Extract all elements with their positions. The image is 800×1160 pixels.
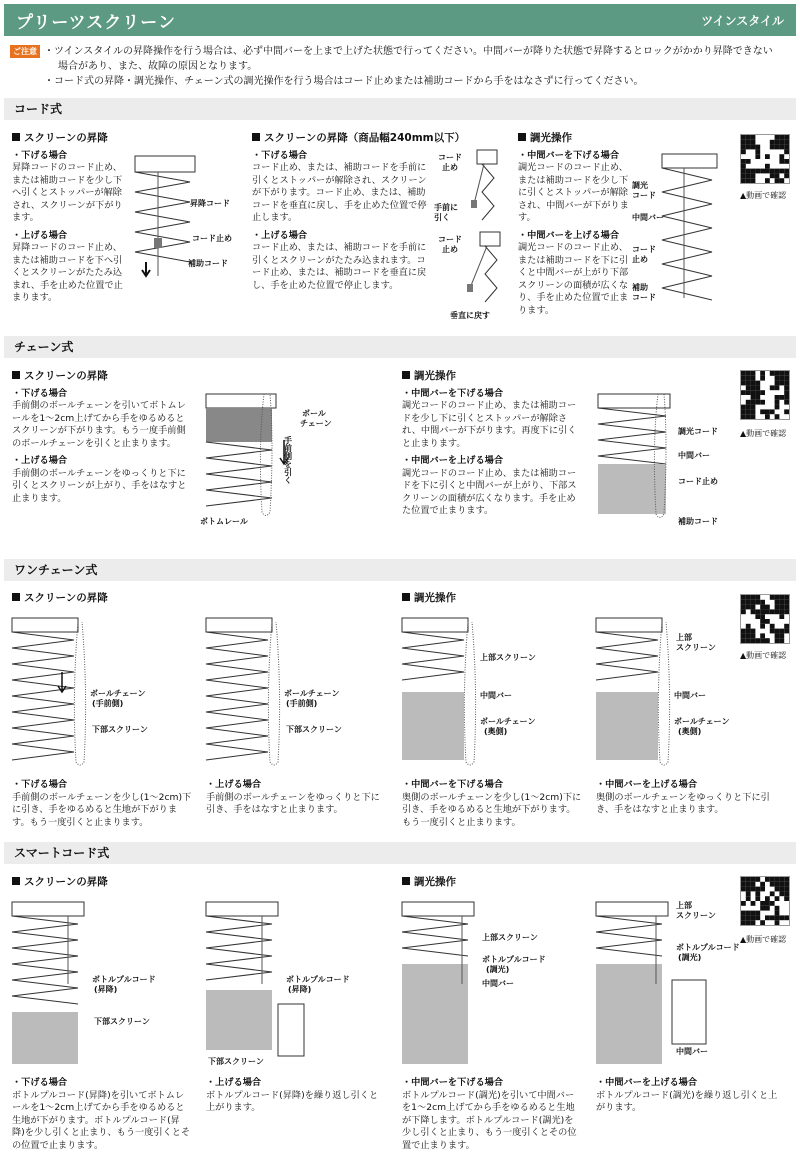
chain-lift-heading: スクリーンの昇降	[24, 370, 108, 382]
cord-lift-up-text: 昇降コードのコード止め、または補助コードを下へ引くとスクリーンがたたみ込まれ、手を止めた位置で止まります。	[12, 242, 123, 303]
svg-text:ボールチェーン: ボールチェーン	[674, 717, 730, 726]
qr-caption-smart: ▲動画で確認	[740, 935, 787, 944]
svg-text:(奥側): (奥側)	[484, 727, 508, 736]
chain-dim-illustration	[598, 384, 728, 534]
onechain-dim-heading: 調光操作	[414, 592, 456, 604]
page-subtitle: ツインスタイル	[701, 13, 784, 28]
onechain-illus-3	[402, 612, 582, 772]
smart-lift-heading: スクリーンの昇降	[24, 876, 108, 888]
label-lift-cord: 昇降コード	[190, 199, 230, 208]
svg-text:コード: コード	[632, 191, 656, 200]
caution-line-1: ・ツインスタイルの昇降操作を行う場合は、必ず中間バーを上まで上げた状態で行ってください。中間バーが降りた状態で昇降するとロックがかかり昇降できない	[44, 46, 773, 57]
cord-dim-illustration	[632, 148, 727, 318]
cord-lift-down-text: 昇降コードのコード止め、または補助コードを少し下へ引くとストッパーが解除され、スクリーンが下がります。	[12, 162, 123, 223]
svg-text:手前側を引く: 手前側を引く	[283, 436, 293, 484]
chain-dim-heading: 調光操作	[414, 370, 456, 382]
page-title: プリーツスクリーン	[16, 12, 176, 33]
cord-narrow-down-title: ・下げる場合	[252, 149, 308, 161]
caution-notes	[10, 44, 796, 89]
svg-text:スクリーン: スクリーン	[676, 643, 716, 652]
onechain-illus-1	[12, 612, 192, 772]
svg-text:上部: 上部	[676, 633, 692, 642]
svg-text:(奥側): (奥側)	[678, 727, 702, 736]
svg-text:中間バー: 中間バー	[676, 1047, 708, 1056]
svg-text:チェーン: チェーン	[300, 419, 332, 428]
chain-lift-illustration	[196, 384, 336, 534]
svg-text:引く: 引く	[434, 213, 450, 222]
svg-text:下部スクリーン: 下部スクリーン	[286, 725, 342, 734]
svg-text:調光: 調光	[632, 181, 648, 190]
svg-text:(調光): (調光)	[678, 953, 702, 962]
caution-line-2: 場合があり、また、故障の原因となります。	[58, 61, 258, 72]
qr-caption-cord: ▲動画で確認	[740, 191, 787, 200]
section-onechain: ワンチェーン式	[4, 559, 796, 581]
cord-narrow-heading: スクリーンの昇降（商品幅240mm以下）	[264, 132, 466, 144]
svg-text:ボトルプルコード: ボトルプルコード	[286, 975, 350, 984]
qr-caption-onechain: ▲動画で確認	[740, 651, 787, 660]
svg-text:上部スクリーン: 上部スクリーン	[480, 653, 536, 662]
smart-illus-1	[12, 894, 192, 1070]
svg-text:止め: 止め	[442, 163, 458, 172]
cord-lift-heading: スクリーンの昇降	[24, 132, 108, 144]
cord-dim-down-title: ・中間バーを下げる場合	[518, 149, 620, 161]
svg-text:調光コード: 調光コード	[678, 427, 718, 436]
section-chain: チェーン式	[4, 336, 796, 358]
svg-text:ボトルプルコード: ボトルプルコード	[676, 943, 740, 952]
smart-dim-heading: 調光操作	[414, 876, 456, 888]
svg-text:ボールチェーン: ボールチェーン	[284, 689, 340, 698]
svg-text:(調光): (調光)	[486, 965, 510, 974]
svg-text:スクリーン: スクリーン	[676, 911, 716, 920]
cord-dim-up-title: ・中間バーを上げる場合	[518, 229, 620, 241]
cord-narrow-illustration	[432, 148, 512, 323]
svg-text:中間バー: 中間バー	[480, 691, 512, 700]
svg-text:(手前側): (手前側)	[92, 699, 124, 708]
cord-col-lift-narrow	[252, 132, 466, 292]
svg-text:中間バー: 中間バー	[632, 213, 664, 222]
cord-dim-up-text: 調光コードのコード止め、または補助コードを下に引くと中間バーが上がり下部スクリーンの面積が広くなり、手を止めた位置で止まります。	[518, 242, 629, 316]
svg-text:下部スクリーン: 下部スクリーン	[94, 1017, 150, 1026]
svg-text:中間バー: 中間バー	[674, 691, 706, 700]
caution-badge: ご注意	[10, 45, 40, 58]
svg-text:ボール: ボール	[302, 409, 326, 418]
svg-text:コード: コード	[632, 245, 656, 254]
cord-dim-down-text: 調光コードのコード止め、または補助コードを少し下に引くとストッパーが解除され、中間バーが下がります。	[518, 162, 629, 223]
svg-text:コード: コード	[438, 235, 462, 244]
cord-lift-illustration	[130, 148, 250, 308]
svg-text:補助コード: 補助コード	[678, 517, 718, 526]
svg-text:コード止め: コード止め	[678, 477, 718, 486]
cord-narrow-up-text: コード止め、または、補助コードを手前に引くとスクリーンがたたみ込まれます。コード止め、または、補助コードを垂直に戻し、手を止めた位置で停止します。	[252, 242, 427, 291]
svg-text:ボトルプルコード: ボトルプルコード	[482, 955, 546, 964]
svg-text:(昇降): (昇降)	[94, 985, 118, 994]
svg-text:止め: 止め	[632, 255, 648, 264]
svg-text:下部スクリーン: 下部スクリーン	[208, 1057, 264, 1066]
cord-col-lift	[12, 132, 130, 305]
svg-text:ボトムレール: ボトムレール	[200, 517, 248, 526]
svg-text:ボールチェーン: ボールチェーン	[480, 717, 536, 726]
svg-text:垂直に戻す: 垂直に戻す	[450, 311, 490, 320]
onechain-illus-2	[206, 612, 386, 772]
svg-text:止め: 止め	[442, 245, 458, 254]
smart-illus-2	[206, 894, 386, 1070]
svg-text:上部: 上部	[676, 901, 692, 910]
svg-text:補助: 補助	[632, 283, 648, 292]
svg-text:(手前側): (手前側)	[286, 699, 318, 708]
svg-text:上部スクリーン: 上部スクリーン	[482, 933, 538, 942]
cord-narrow-up-title: ・上げる場合	[252, 229, 308, 241]
chain-col-lift: スクリーンの昇降 ・下げる場合 手前側のボールチェーンを引いてボトムレールを1～2cm上げてから手をゆるめるとスクリーンが下がります。もう一度手前側のボールチェーンを引くと止まります。 ・上げる場合 手前側のボールチェーンをゆっくりと下に引くとスクリーンが上がり、手をはなすと止まります。	[12, 370, 187, 504]
section-smart: スマートコード式	[4, 842, 796, 864]
smart-illus-3	[402, 894, 582, 1070]
svg-text:ボトルプルコード: ボトルプルコード	[92, 975, 156, 984]
qr-code-chain[interactable]	[740, 370, 790, 420]
label-aux-cord: 補助コード	[188, 259, 228, 268]
qr-code-onechain[interactable]	[740, 594, 790, 644]
cord-dim-heading: 調光操作	[530, 132, 572, 144]
cord-col-dimming	[518, 132, 630, 317]
svg-text:下部スクリーン: 下部スクリーン	[92, 725, 148, 734]
svg-text:中間バー: 中間バー	[482, 979, 514, 988]
cord-lift-down-title: ・下げる場合	[12, 149, 68, 161]
qr-code-smart[interactable]	[740, 876, 790, 926]
svg-text:ボールチェーン: ボールチェーン	[90, 689, 146, 698]
qr-code-cord[interactable]	[740, 134, 790, 184]
label-cord-stop: コード止め	[192, 234, 232, 243]
svg-text:手前に: 手前に	[434, 203, 458, 212]
qr-caption-chain: ▲動画で確認	[740, 429, 787, 438]
svg-text:コード: コード	[438, 153, 462, 162]
svg-text:コード: コード	[632, 293, 656, 302]
cord-lift-up-title: ・上げる場合	[12, 229, 68, 241]
caution-line-3: ・コード式の昇降・調光操作、チェーン式の調光操作を行う場合はコード止めまたは補助コードから手をはなさずに行ってください。	[44, 76, 644, 87]
svg-text:(昇降): (昇降)	[288, 985, 312, 994]
onechain-lift-heading: スクリーンの昇降	[24, 592, 108, 604]
chain-col-dimming: 調光操作 ・中間バーを下げる場合 調光コードのコード止め、または補助コードを少し下に引くとストッパーが解除され、中間バーが下がります。再度下に引くと止まります。 ・中間バーを上げる場合 調光コードのコード止め、または補助コードを下に引くと中間バーが上がり、下部スクリーンの面積が広くなります。手を止めた位置で止まります。	[402, 370, 577, 516]
svg-text:中間バー: 中間バー	[678, 451, 710, 460]
section-cord: コード式	[4, 98, 796, 120]
page-header	[4, 4, 796, 36]
cord-narrow-down-text: コード止め、または、補助コードを手前に引くとストッパーが解除され、スクリーンが下がります。コード止め、または、補助コードを垂直に戻し、手を止めた位置で停止します。	[252, 162, 427, 223]
